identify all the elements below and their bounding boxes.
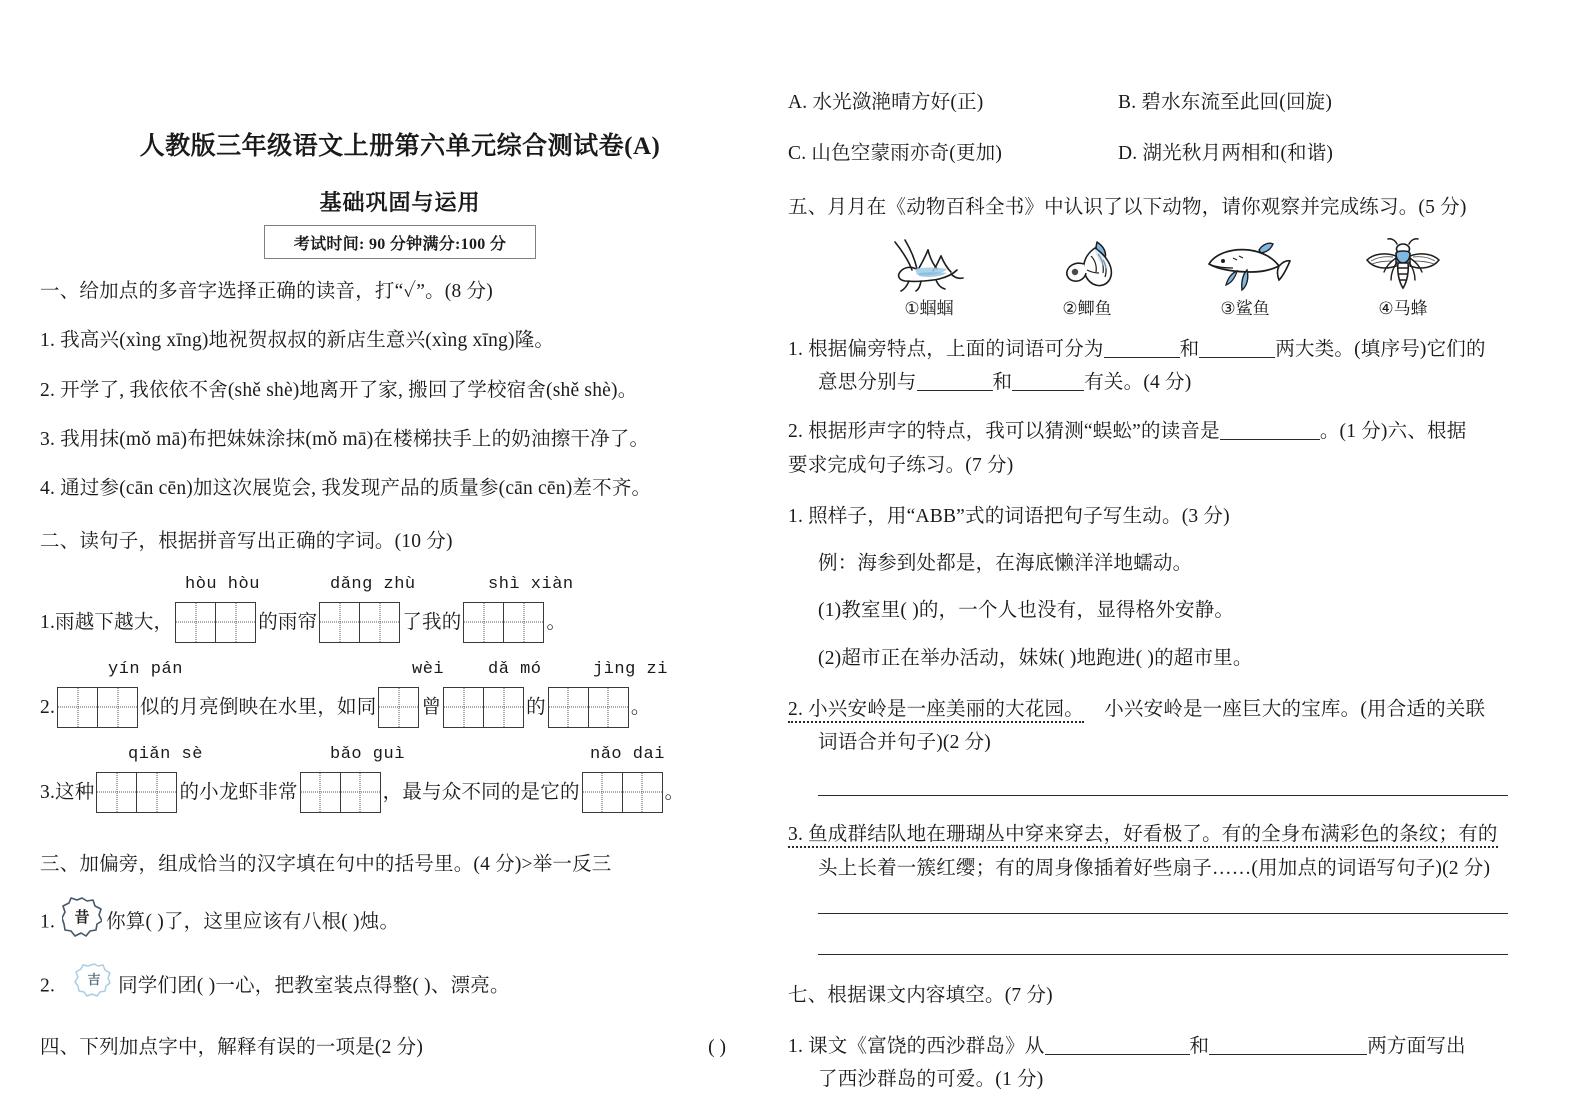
option-b-label: B. bbox=[1118, 92, 1137, 113]
animal-caption-2: ②鲫鱼 bbox=[1062, 298, 1112, 319]
grid-cell[interactable] bbox=[622, 772, 663, 813]
exam-info-text: 考试时间: 90 分钟满分:100 分 bbox=[293, 235, 507, 253]
animal-item-2 bbox=[1039, 236, 1135, 319]
section-two-row-3 bbox=[40, 773, 760, 814]
section-one-item-4: 4. 通过参(cān cēn)加这次展览会, 我发现产品的质量参(cān cēn)差不齐。 bbox=[40, 478, 652, 499]
grid-cell[interactable] bbox=[300, 772, 341, 813]
item-1-number: 1. bbox=[40, 911, 56, 933]
item-2-text-a: 同学们团( bbox=[118, 975, 204, 997]
q3-emphasis-text: 3. 鱼成群结队地在珊瑚丛中穿来穿去，好看极了。有的全身布满彩色的条纹；有的 bbox=[788, 824, 1498, 848]
grid-cell[interactable] bbox=[483, 687, 524, 728]
page-subtitle: 基础巩固与运用 bbox=[319, 191, 481, 216]
option-a[interactable] bbox=[788, 88, 1118, 117]
exam-info-box bbox=[264, 225, 536, 259]
grid-cell[interactable] bbox=[443, 687, 484, 728]
pinyin-da-mo: dǎ mó bbox=[488, 659, 542, 679]
section-five-q1-line2 bbox=[788, 368, 1544, 397]
section-seven-q1-line2: 了西沙群岛的可爱。(1 分) bbox=[818, 1069, 1044, 1091]
q2-rest: 小兴安岭是一座巨大的宝库。(用合适的关联 bbox=[1104, 698, 1486, 720]
q1-text-b: 和 bbox=[1179, 338, 1200, 360]
q1-text-a: 1. 根据偏旁特点，上面的词语可分为 bbox=[788, 338, 1104, 360]
s7-text-b: 和 bbox=[1189, 1036, 1210, 1057]
grid-cell[interactable] bbox=[359, 602, 400, 643]
shark-icon bbox=[1197, 236, 1293, 292]
section-four-options-row-2 bbox=[788, 139, 1544, 168]
section-two-row-3-pinyin bbox=[40, 745, 760, 769]
section-two-row-2-pinyin bbox=[40, 660, 760, 684]
q2-blank-1[interactable] bbox=[1220, 439, 1320, 440]
grid-cell[interactable] bbox=[340, 772, 381, 813]
option-c-label: C. bbox=[788, 143, 807, 165]
section-two-heading: 二、读句子，根据拼音写出正确的字词。(10 分) bbox=[40, 531, 453, 553]
character-grid-1c[interactable] bbox=[463, 602, 544, 643]
section-one-heading: 一、给加点的多音字选择正确的读音，打“✓”。(8 分) bbox=[40, 281, 493, 302]
row-2-mid3: 的 bbox=[526, 696, 546, 718]
grid-cell[interactable] bbox=[136, 772, 177, 813]
section-six-q1-heading: 1. 照样子，用“ABB”式的词语把句子写生动。(3 分) bbox=[788, 505, 1230, 527]
pinyin-qian-se: qiǎn sè bbox=[128, 744, 203, 764]
pinyin-bao-gui: bǎo guì bbox=[330, 744, 405, 764]
q1-text-f: 有关。(4 分) bbox=[1084, 372, 1192, 393]
grid-cell[interactable] bbox=[175, 602, 216, 643]
section-six-q3-line2: 头上长着一簇红缨；有的周身像插着好些扇子……(用加点的词语写句子)(2 分) bbox=[818, 857, 1491, 879]
option-b-text: 碧水东流至此回(回旋) bbox=[1141, 92, 1333, 113]
section-five-q1-line1 bbox=[788, 335, 1544, 364]
pinyin-yin-pan: yín pán bbox=[108, 659, 183, 679]
q1-blank-4[interactable] bbox=[1012, 390, 1084, 391]
s7-blank-1[interactable] bbox=[1045, 1054, 1190, 1055]
item-2-number: 2. bbox=[40, 975, 56, 997]
item-1-text-a: 你算( bbox=[106, 911, 153, 933]
q2-emphasis-sentence: 2. 小兴安岭是一座美丽的大花园。 bbox=[788, 699, 1084, 723]
section-four-answer-paren[interactable]: ( ) bbox=[708, 1036, 726, 1058]
sub2-text-b: )地跑进( bbox=[1069, 647, 1143, 669]
row-3-number: 3. bbox=[40, 781, 56, 803]
section-six-q1-sub2 bbox=[788, 644, 1544, 673]
s7-text-a: 1. 课文《富饶的西沙群岛》从 bbox=[788, 1036, 1045, 1057]
section-seven-q1-line1 bbox=[788, 1032, 1544, 1061]
page-title: 人教版三年级语文上册第六单元综合测试卷(A) bbox=[139, 133, 661, 160]
pinyin-jing-zi: jìng zi bbox=[593, 659, 668, 679]
sub1-text-b: )的，一个人也没有，显得格外安静。 bbox=[912, 600, 1235, 622]
sub1-text-a: (1)教室里( bbox=[818, 600, 908, 622]
animal-figure-row bbox=[788, 236, 1544, 319]
row-1-lead: 雨越下越大， bbox=[55, 611, 174, 633]
section-seven-heading: 七、根据课文内容填空。(7 分) bbox=[788, 984, 1053, 1006]
section-five-q2-line1 bbox=[788, 417, 1544, 446]
character-grid-3b[interactable] bbox=[300, 772, 381, 813]
wasp-icon bbox=[1355, 236, 1451, 292]
row-3-mid2: ，最与众不同的是它的 bbox=[382, 781, 580, 803]
q1-text-e: 和 bbox=[992, 372, 1013, 393]
option-c-text: 山色空蒙雨亦奇(更加) bbox=[811, 143, 1003, 165]
section-three-item-2 bbox=[40, 967, 760, 1007]
right-column bbox=[788, 0, 1544, 1095]
row-2-mid1: 似的月亮倒映在水里，如同 bbox=[140, 696, 377, 718]
answer-line-1[interactable] bbox=[818, 795, 1508, 796]
section-six-q2-line1 bbox=[788, 695, 1544, 724]
grid-cell[interactable] bbox=[503, 602, 544, 643]
section-five-heading: 五、月月在《动物百科全书》中认识了以下动物，请你观察并完成练习。(5 分) bbox=[788, 196, 1467, 218]
section-four-heading: 四、下列加点字中，解释有误的一项是(2 分) bbox=[40, 1036, 424, 1058]
character-grid-2a[interactable] bbox=[57, 687, 138, 728]
s7-text-c: 两方面写出 bbox=[1367, 1036, 1466, 1057]
item-2-text-b: )一心，把教室装点得整( bbox=[208, 975, 420, 997]
option-a-label: A. bbox=[788, 92, 808, 113]
row-3-lead: 这种 bbox=[55, 781, 95, 803]
answer-line-2[interactable] bbox=[818, 913, 1508, 914]
section-three-heading: 三、加偏旁，组成恰当的汉字填在句中的括号里。(4 分)>举一反三 bbox=[40, 853, 612, 875]
sub2-text-a: (2)超市正在举办活动，妹妹( bbox=[818, 647, 1065, 669]
grid-cell[interactable] bbox=[57, 687, 98, 728]
q1-blank-3[interactable] bbox=[917, 390, 993, 391]
item-1-text-c: )烛。 bbox=[353, 911, 400, 933]
left-column bbox=[40, 0, 760, 1062]
grid-cell[interactable] bbox=[319, 602, 360, 643]
row-2-tail: 。 bbox=[630, 696, 651, 718]
animal-item-3 bbox=[1197, 236, 1293, 319]
option-d-label: D. bbox=[1118, 143, 1138, 165]
animal-caption-4: ④马蜂 bbox=[1378, 298, 1428, 319]
character-grid-2b[interactable] bbox=[378, 687, 419, 728]
grid-cell[interactable] bbox=[96, 772, 137, 813]
section-four-options-row-1 bbox=[788, 88, 1544, 117]
section-six-q1-example: 例：海参到处都是，在海底懒洋洋地蠕动。 bbox=[818, 553, 1193, 574]
section-one-item-1: 1. 我高兴(xìng xīng)地祝贺叔叔的新店生意兴(xìng xīng)隆。 bbox=[40, 330, 555, 352]
pinyin-nao-dai: nǎo dai bbox=[590, 744, 665, 764]
sub2-text-c: )的超市里。 bbox=[1147, 647, 1253, 669]
character-grid-1b[interactable] bbox=[319, 602, 400, 643]
radical-badge-char: 吉 bbox=[87, 973, 101, 988]
q2-text-b: 。(1 分)六、根据 bbox=[1319, 421, 1467, 443]
section-two-row-1-pinyin bbox=[40, 575, 760, 599]
row-1-number: 1. bbox=[40, 611, 56, 633]
section-one-item-3: 3. 我用抹(mǒ mā)布把妹妹涂抹(mǒ mā)在楼梯扶手上的奶油擦干净了。 bbox=[40, 428, 650, 450]
grid-cell[interactable] bbox=[582, 772, 623, 813]
animal-item-1 bbox=[881, 236, 977, 319]
section-five-q2-line2: 要求完成句子练习。(7 分) bbox=[788, 454, 1014, 476]
section-six-q1-sub1 bbox=[788, 596, 1544, 625]
item-2-text-c: )、漂亮。 bbox=[424, 975, 510, 997]
character-grid-2c[interactable] bbox=[443, 687, 524, 728]
crucian-carp-icon bbox=[1039, 236, 1135, 292]
row-2-number: 2. bbox=[40, 696, 56, 718]
animal-caption-3: ③鲨鱼 bbox=[1220, 298, 1270, 319]
option-d[interactable] bbox=[1118, 139, 1333, 168]
section-one-item-2: 2. 开学了, 我依依不舍(shě shè)地离开了家, 搬回了学校宿舍(shě shè)。 bbox=[40, 379, 638, 401]
row-2-mid2: 曾 bbox=[421, 696, 442, 718]
row-3-tail: 。 bbox=[664, 781, 685, 803]
radical-badge-xi-icon bbox=[62, 897, 102, 937]
q1-text-c: 两大类。(填序号)它们的 bbox=[1275, 338, 1486, 360]
option-a-text: 水光潋滟晴方好(正) bbox=[812, 92, 984, 113]
character-grid-3a[interactable] bbox=[96, 772, 177, 813]
s7-blank-2[interactable] bbox=[1209, 1054, 1367, 1055]
option-d-text: 湖光秋月两相和(和谐) bbox=[1142, 143, 1334, 165]
grid-cell[interactable] bbox=[215, 602, 256, 643]
pinyin-wei: wèi bbox=[412, 659, 445, 679]
q1-text-d: 意思分别与 bbox=[818, 372, 917, 393]
section-four-heading-row bbox=[40, 1033, 760, 1062]
grid-cell[interactable] bbox=[97, 687, 138, 728]
pinyin-hou-hou: hòu hòu bbox=[185, 574, 260, 594]
row-3-mid1: 的小龙虾非常 bbox=[179, 781, 298, 803]
animal-caption-1: ①蝈蝈 bbox=[904, 298, 954, 319]
section-six-q3-line1 bbox=[788, 820, 1544, 849]
row-1-tail: 。 bbox=[546, 611, 567, 633]
row-1-mid1: 的雨帘 bbox=[258, 611, 318, 633]
grid-cell[interactable] bbox=[378, 687, 419, 728]
q1-blank-2[interactable] bbox=[1199, 357, 1275, 358]
katydid-icon bbox=[881, 236, 977, 292]
character-grid-1a[interactable] bbox=[175, 602, 256, 643]
row-1-mid2: 了我的 bbox=[402, 611, 462, 633]
grid-cell[interactable] bbox=[588, 687, 629, 728]
radical-badge-char: 昔 bbox=[74, 907, 90, 926]
section-three-item-1 bbox=[40, 903, 760, 943]
q2-text-a: 2. 根据形声字的特点，我可以猜测“蜈蚣”的读音是 bbox=[788, 421, 1220, 443]
radical-badge-ji-icon bbox=[74, 961, 114, 1001]
section-two-row-1 bbox=[40, 603, 760, 644]
animal-item-4 bbox=[1355, 236, 1451, 319]
answer-line-3[interactable] bbox=[818, 954, 1508, 955]
item-1-text-b: )了，这里应该有八根( bbox=[157, 911, 348, 933]
grid-cell[interactable] bbox=[548, 687, 589, 728]
section-six-q2-line2: 词语合并句子)(2 分) bbox=[818, 732, 992, 753]
character-grid-2d[interactable] bbox=[548, 687, 629, 728]
q1-blank-1[interactable] bbox=[1104, 357, 1180, 358]
section-two-row-2 bbox=[40, 688, 760, 729]
grid-cell[interactable] bbox=[463, 602, 504, 643]
option-c[interactable] bbox=[788, 139, 1118, 168]
pinyin-dang-zhu: dǎng zhù bbox=[330, 574, 416, 594]
pinyin-shi-xian: shì xiàn bbox=[488, 574, 574, 594]
option-b[interactable] bbox=[1118, 88, 1332, 117]
character-grid-3c[interactable] bbox=[582, 772, 663, 813]
